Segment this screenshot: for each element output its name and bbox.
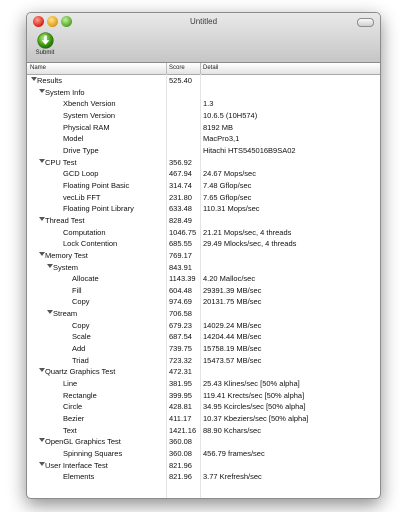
outline-header — [27, 63, 380, 75]
row-score: 231.80 — [169, 193, 192, 202]
row-name: System — [53, 262, 79, 272]
row-name: Memory Test — [45, 250, 88, 260]
row-name: Floating Point Library — [63, 204, 134, 214]
results-outline — [27, 75, 380, 483]
row-name: Add — [72, 344, 86, 354]
outline-row[interactable] — [27, 378, 380, 390]
outline-row[interactable] — [27, 355, 380, 367]
row-name: System Info — [45, 87, 85, 97]
row-name: Elements — [63, 472, 95, 482]
column-divider[interactable] — [166, 63, 167, 74]
outline-row[interactable] — [27, 215, 380, 227]
row-detail: 15473.57 MB/sec — [203, 356, 262, 365]
outline-row[interactable] — [27, 320, 380, 332]
outline-row[interactable] — [27, 471, 380, 483]
outline-row[interactable] — [27, 331, 380, 343]
row-score: 604.48 — [169, 286, 192, 295]
row-name: Line — [63, 379, 78, 389]
row-score: 356.92 — [169, 158, 192, 167]
row-name: Floating Point Basic — [63, 180, 130, 190]
row-detail: 7.48 Gflop/sec — [203, 181, 252, 190]
outline-row[interactable] — [27, 238, 380, 250]
row-score: 974.69 — [169, 298, 192, 307]
outline-row[interactable] — [27, 192, 380, 204]
outline-row[interactable] — [27, 122, 380, 134]
row-detail: 29391.39 MB/sec — [203, 286, 262, 295]
row-name: Circle — [63, 402, 83, 412]
row-detail: 119.41 Krects/sec [50% alpha] — [203, 391, 305, 400]
row-name: Thread Test — [45, 215, 85, 225]
outline-row[interactable] — [27, 87, 380, 99]
outline-row[interactable] — [27, 110, 380, 122]
row-name: User Interface Test — [45, 460, 108, 470]
row-detail: MacPro3,1 — [203, 135, 240, 144]
row-score: 821.96 — [169, 473, 192, 482]
row-score: 360.08 — [169, 450, 192, 458]
outline-row[interactable] — [27, 425, 380, 437]
row-name: System Version — [63, 110, 116, 120]
row-name: Xbench Version — [63, 99, 116, 109]
column-header-detail[interactable]: Detail — [203, 65, 219, 71]
row-score: 467.94 — [169, 170, 192, 179]
row-score: 525.40 — [169, 77, 192, 85]
column-header-score[interactable]: Score — [169, 65, 185, 71]
row-detail: 21.21 Mops/sec, 4 threads — [203, 228, 292, 237]
row-detail: 3.77 Krefresh/sec — [203, 473, 262, 482]
row-score: 687.54 — [169, 333, 192, 342]
outline-row[interactable] — [27, 133, 380, 145]
outline-row[interactable] — [27, 98, 380, 110]
outline-row[interactable] — [27, 227, 380, 239]
row-name: Physical RAM — [63, 122, 110, 132]
row-score: 769.17 — [169, 251, 192, 260]
row-name: Triad — [72, 355, 89, 365]
outline-row[interactable] — [27, 448, 380, 460]
row-detail: 14029.24 MB/sec — [203, 321, 262, 330]
outline-row[interactable] — [27, 285, 380, 297]
row-score: 399.95 — [169, 391, 192, 400]
outline-row[interactable] — [27, 296, 380, 308]
row-name: Bezier — [63, 414, 85, 424]
row-name: Spinning Squares — [63, 449, 123, 458]
row-name: Stream — [53, 309, 78, 319]
row-score: 633.48 — [169, 205, 192, 214]
row-name: Drive Type — [63, 145, 99, 155]
row-score: 843.91 — [169, 263, 192, 272]
row-score: 1421.16 — [169, 426, 197, 435]
toolbar-toggle-button[interactable] — [357, 18, 374, 27]
row-detail: 20131.75 MB/sec — [203, 298, 262, 307]
download-arrow-icon — [37, 32, 54, 49]
row-score: 428.81 — [169, 403, 192, 412]
row-score: 739.75 — [169, 345, 192, 354]
row-detail: 34.95 Kcircles/sec [50% alpha] — [203, 403, 306, 412]
row-score: 706.58 — [169, 310, 192, 319]
window-title: Untitled — [189, 17, 218, 26]
row-name: Scale — [72, 332, 91, 342]
app-window — [26, 12, 381, 499]
outline-row[interactable] — [27, 308, 380, 320]
outline-row[interactable] — [27, 250, 380, 262]
row-score: 314.74 — [169, 181, 192, 190]
row-detail: 14204.44 MB/sec — [203, 333, 262, 342]
row-detail: 10.6.5 (10H574) — [203, 111, 258, 120]
row-name: Computation — [63, 227, 106, 237]
submit-label: Submit — [35, 50, 55, 56]
title-bar — [27, 13, 380, 63]
row-score: 723.32 — [169, 356, 192, 365]
outline-row[interactable] — [27, 366, 380, 378]
outline-row[interactable] — [27, 145, 380, 157]
row-score: 828.49 — [169, 216, 192, 225]
row-score: 381.95 — [169, 380, 192, 389]
outline-row[interactable] — [27, 262, 380, 274]
row-detail: 24.67 Mops/sec — [203, 170, 256, 179]
outline-row[interactable] — [27, 273, 380, 285]
row-score: 821.96 — [169, 461, 192, 470]
row-name: Model — [63, 134, 84, 144]
row-score: 685.55 — [169, 240, 192, 249]
row-name: Copy — [72, 297, 90, 307]
submit-button[interactable] — [31, 32, 59, 56]
row-score: 679.23 — [169, 321, 192, 330]
row-detail: 15758.19 MB/sec — [203, 345, 262, 354]
row-name: Results — [37, 76, 63, 85]
row-detail: 88.90 Kchars/sec — [203, 426, 261, 435]
row-detail: 456.79 frames/sec — [203, 450, 265, 458]
row-detail: 25.43 Klines/sec [50% alpha] — [203, 380, 300, 389]
outline-row[interactable] — [27, 460, 380, 472]
row-detail: Hitachi HTS545016B9SA02 — [203, 146, 296, 155]
row-name: vecLib FFT — [63, 192, 101, 202]
column-divider[interactable] — [200, 63, 201, 74]
outline-row[interactable] — [27, 180, 380, 192]
outline-row[interactable] — [27, 203, 380, 215]
column-header-name[interactable]: Name — [30, 65, 47, 71]
row-name: Text — [63, 425, 77, 435]
outline-row[interactable] — [27, 168, 380, 180]
row-name: OpenGL Graphics Test — [45, 437, 121, 447]
outline-row[interactable] — [27, 413, 380, 425]
row-name: GCD Loop — [63, 169, 99, 179]
row-detail: 10.37 Kbeziers/sec [50% alpha] — [203, 415, 309, 424]
row-name: Lock Contention — [63, 239, 118, 249]
outline-row[interactable] — [27, 401, 380, 413]
row-name: Rectangle — [63, 390, 97, 400]
row-name: CPU Test — [45, 157, 77, 167]
row-name: Fill — [72, 285, 82, 295]
row-score: 360.08 — [169, 438, 192, 447]
outline-row[interactable] — [27, 436, 380, 448]
outline-row[interactable] — [27, 157, 380, 169]
outline-row[interactable] — [27, 75, 380, 87]
row-detail: 7.65 Gflop/sec — [203, 193, 252, 202]
row-detail: 1.3 — [203, 100, 214, 109]
row-detail: 29.49 Mlocks/sec, 4 threads — [203, 240, 297, 249]
row-score: 1046.75 — [169, 228, 197, 237]
row-detail: 110.31 Mops/sec — [203, 205, 260, 214]
row-name: Quartz Graphics Test — [45, 367, 116, 377]
row-name: Allocate — [72, 274, 99, 284]
outline-row[interactable] — [27, 343, 380, 355]
row-score: 1143.39 — [169, 275, 196, 284]
row-detail: 8192 MB — [203, 123, 234, 132]
row-detail: 4.20 Malloc/sec — [203, 275, 256, 284]
row-score: 411.17 — [169, 415, 192, 424]
outline-row[interactable] — [27, 390, 380, 402]
row-score: 472.31 — [169, 368, 192, 377]
row-name: Copy — [72, 320, 90, 330]
